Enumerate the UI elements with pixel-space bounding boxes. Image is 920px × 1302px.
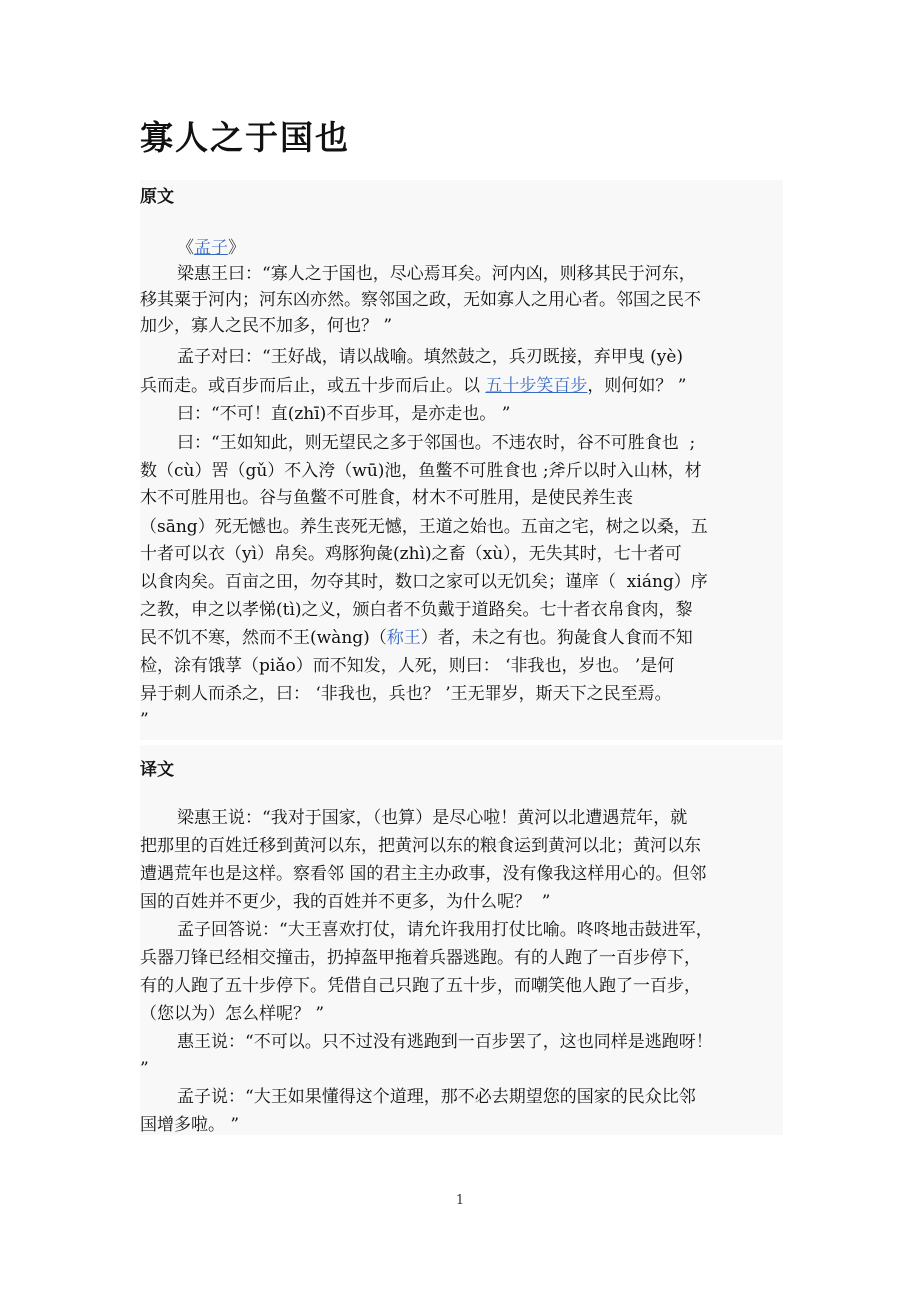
- translation-line: 孟子说：“大王如果懂得这个道理，那不必去期望您的国家的民众比邻: [177, 1087, 696, 1107]
- translation-line: 国的百姓并不更少，我的百姓并不更多，为什么呢？ ”: [140, 892, 551, 912]
- original-text: 兵而走。或百步而后止，或五十步而后止。以: [140, 376, 486, 396]
- original-line: 之教，申之以孝悌(tì)之义，颁白者不负戴于道路矣。七十者衣帛食肉，黎: [140, 600, 693, 620]
- original-text: ，则何如？ ”: [587, 376, 687, 396]
- translation-line: 惠王说：“不可以。只不过没有逃跑到一百步罢了，这也同样是逃跑呀！: [177, 1032, 713, 1052]
- source-prefix: 《: [177, 238, 194, 258]
- original-line: 检，涂有饿莩（piǎo）而不知发，人死，则曰： ‘非我也，岁也。 ’是何: [140, 656, 675, 676]
- original-line: ”: [140, 710, 149, 730]
- original-line-with-link: [140, 373, 687, 399]
- original-line: 加少，寡人之民不加多，何也？ ”: [140, 316, 393, 336]
- translation-line: 孟子回答说：“大王喜欢打仗，请允许我用打仗比喻。咚咚地击鼓进军，: [177, 920, 713, 940]
- translation-heading: 译文: [140, 760, 174, 780]
- translation-line: 兵器刀锋已经相交撞击，扔掉盔甲拖着兵器逃跑。有的人跑了一百步停下，: [140, 948, 701, 968]
- translation-line: 有的人跑了五十步停下。凭借自己只跑了五十步，而嘲笑他人跑了一百步，: [140, 976, 701, 996]
- translation-line: 遭遇荒年也是这样。察看邻 国的君主主办政事，没有像我这样用心的。但邻: [140, 864, 707, 884]
- translation-line: （您以为）怎么样呢？ ”: [140, 1004, 325, 1024]
- original-line: 十者可以衣（yì）帛矣。鸡豚狗彘(zhì)之畜（xù），无失其时，七十者可: [140, 544, 682, 564]
- translation-section: [140, 745, 783, 1135]
- original-line: 木不可胜用也。谷与鱼鳖不可胜食，材木不可胜用，是使民养生丧: [140, 488, 633, 508]
- original-text-section: [140, 180, 783, 740]
- original-line: 曰：“王如知此，则无望民之多于邻国也。不违农时，谷不可胜食也 ;: [177, 433, 696, 453]
- page-title: 寡人之于国也: [140, 118, 350, 157]
- original-line: 曰：“不可！直(zhī)不百步耳，是亦走也。 ”: [177, 404, 511, 424]
- translation-line: 梁惠王说：“我对于国家，（也算）是尽心啦！黄河以北遭遇荒年，就: [177, 808, 688, 828]
- translation-line: ”: [140, 1059, 149, 1079]
- original-text: ）者，未之有也。狗彘食人食而不知: [420, 628, 693, 648]
- idiom-link-wushibu[interactable]: 五十步笑百步: [485, 376, 588, 396]
- original-line: （sāng）死无憾也。养生丧死无憾，王道之始也。五亩之宅，树之以桑，五: [140, 517, 708, 537]
- mencius-link[interactable]: 孟子: [194, 238, 228, 258]
- source-line: [177, 235, 245, 261]
- page-number: 1: [455, 1193, 465, 1208]
- original-line: 数（cù）罟（gǔ）不入洿（wū)池，鱼鳖不可胜食也 ;斧斤以时入山林，材: [140, 461, 702, 481]
- translation-line: 把那里的百姓迁移到黄河以东，把黄河以东的粮食运到黄河以北；黄河以东: [140, 836, 701, 856]
- term-link-chengwang[interactable]: 称王: [386, 628, 421, 648]
- original-line-with-link: [140, 625, 693, 651]
- original-heading: 原文: [140, 187, 174, 207]
- original-line: 异于刺人而杀之，曰： ‘非我也，兵也？ ’王无罪岁，斯天下之民至焉。: [140, 684, 672, 704]
- original-line: 孟子对曰：“王好战，请以战喻。填然鼓之，兵刃既接，弃甲曳 (yè): [177, 347, 684, 367]
- translation-line: 国增多啦。 ”: [140, 1115, 240, 1135]
- original-text: 民不饥不寒，然而不王(wàng)（: [140, 628, 387, 648]
- source-suffix: 》: [228, 238, 245, 258]
- original-line: 梁惠王曰：“寡人之于国也，尽心焉耳矣。河内凶，则移其民于河东，: [177, 264, 696, 284]
- original-line: 以食肉矣。百亩之田，勿夺其时，数口之家可以无饥矣；谨庠（ xiáng）序: [140, 572, 708, 592]
- original-line: 移其粟于河内；河东凶亦然。察邻国之政，无如寡人之用心者。邻国之民不: [140, 290, 701, 310]
